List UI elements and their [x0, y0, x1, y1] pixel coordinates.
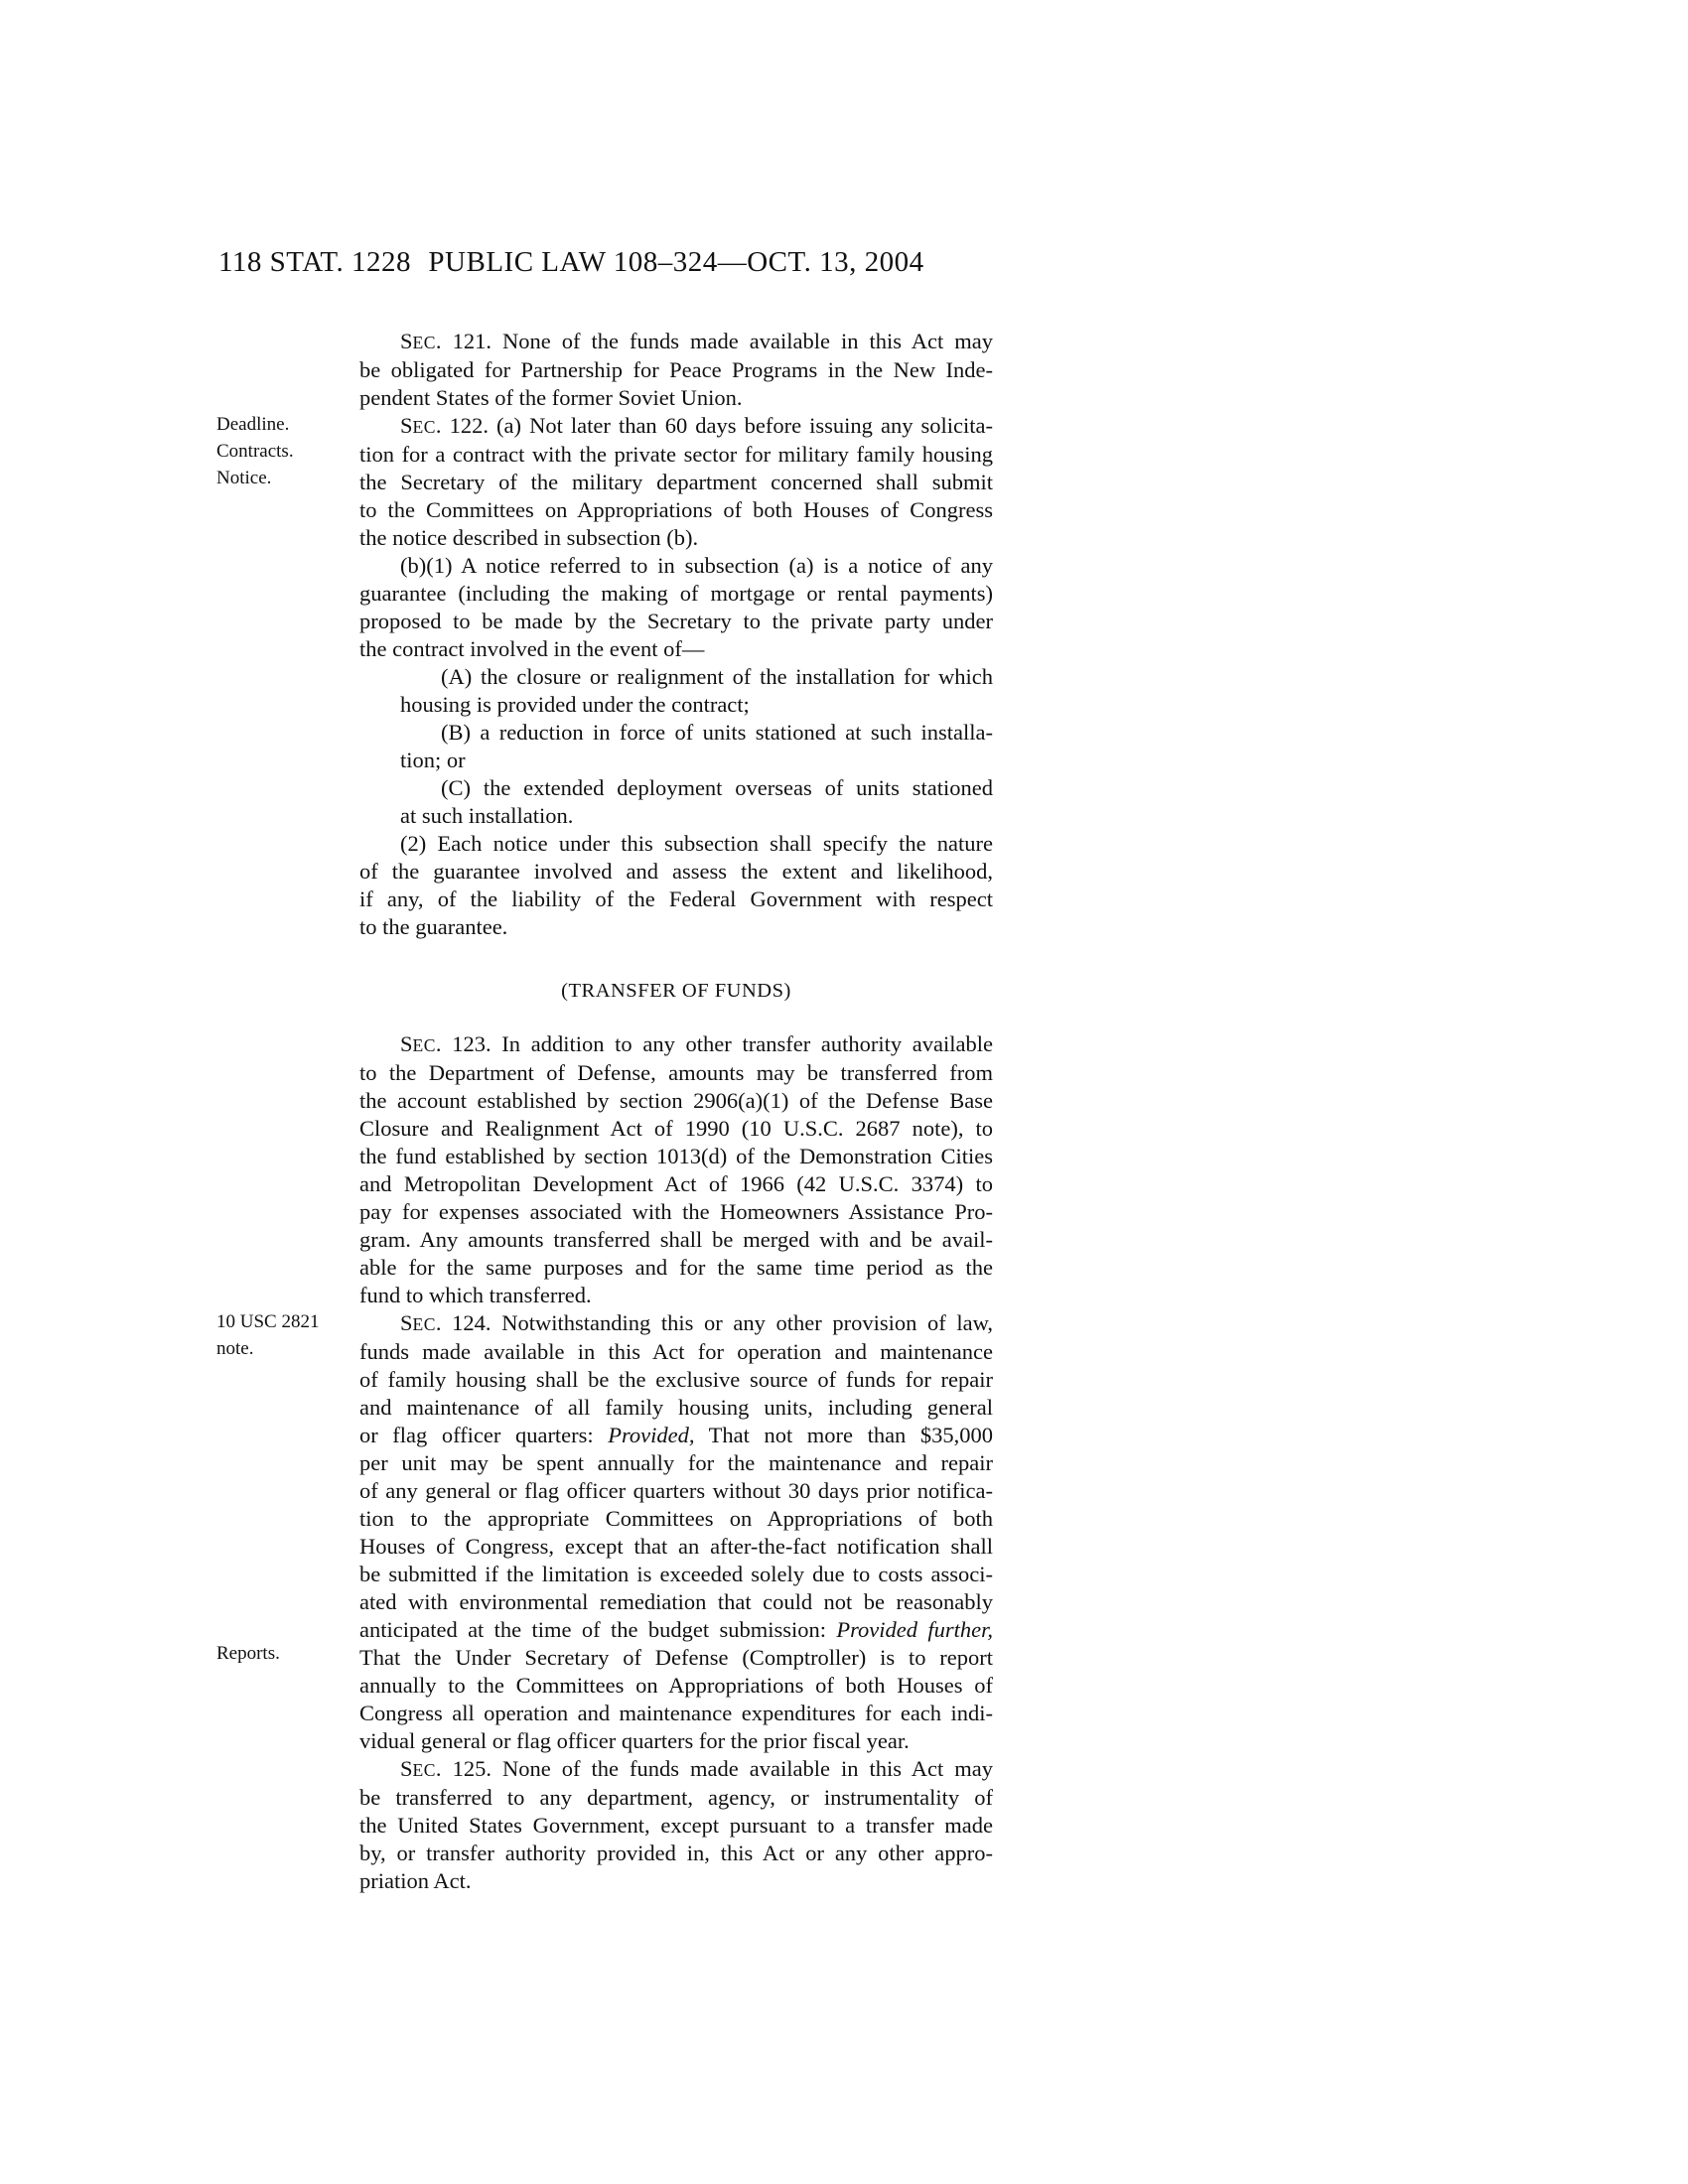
text-line: SEC. 121. None of the funds made available in this Act may — [400, 329, 993, 353]
text-line: Houses of Congress, except that an after-the-fact notification shall — [359, 1534, 993, 1559]
text-line: and maintenance of all family housing units, including general — [359, 1395, 993, 1420]
text-line: of any general or flag officer quarters without 30 days prior notifica- — [359, 1478, 993, 1503]
text-line: able for the same purposes and for the same time period as the — [359, 1255, 993, 1280]
text-line: to the Committees on Appropriations of both Houses of Congress — [359, 497, 993, 522]
text-line: and Metropolitan Development Act of 1966 (42 U.S.C. 3374) to — [359, 1171, 993, 1196]
text-line: ated with environmental remediation that could not be reasonably — [359, 1589, 993, 1614]
statute-paragraph — [400, 663, 993, 719]
margin-note — [216, 1640, 355, 1667]
text-line: be submitted if the limitation is exceeded solely due to costs associ- — [359, 1562, 993, 1586]
text-line: priation Act. — [359, 1868, 472, 1893]
text-line: (b)(1) A notice referred to in subsection (a) is a notice of any — [400, 553, 993, 578]
text-line: proposed to be made by the Secretary to the private party under — [359, 609, 993, 633]
text-line: anticipated at the time of the budget submission: Provided further, — [359, 1617, 993, 1642]
statute-paragraph — [359, 1755, 993, 1895]
margin-note-line: Notice. — [216, 468, 272, 488]
text-line: per unit may be spent annually for the maintenance and repair — [359, 1450, 993, 1475]
text-line: annually to the Committees on Appropriations of both Houses of — [359, 1673, 993, 1698]
text-line: That the Under Secretary of Defense (Comptroller) is to report — [359, 1645, 993, 1670]
statute-paragraph — [400, 719, 993, 774]
text-line: gram. Any amounts transferred shall be merged with and be avail- — [359, 1227, 993, 1252]
text-line: if any, of the liability of the Federal Government with respect — [359, 887, 993, 911]
margin-note-line: note. — [216, 1338, 254, 1359]
text-line: to the Department of Defense, amounts may be transferred from — [359, 1060, 993, 1085]
text-line: housing is provided under the contract; — [400, 692, 750, 717]
text-line: be obligated for Partnership for Peace Programs in the New Inde- — [359, 357, 993, 382]
text-line: at such installation. — [400, 803, 574, 828]
text-line: (C) the extended deployment overseas of units stationed — [441, 775, 993, 800]
text-line: pay for expenses associated with the Homeowners Assistance Pro- — [359, 1199, 993, 1224]
text-line: the account established by section 2906(a)(1) of the Defense Base — [359, 1088, 993, 1113]
text-line: SEC. 123. In addition to any other transfer authority available — [400, 1031, 993, 1056]
text-line: vidual general or flag officer quarters for the prior fiscal year. — [359, 1728, 910, 1753]
statute-paragraph — [359, 412, 993, 552]
text-line: Congress all operation and maintenance expenditures for each indi- — [359, 1701, 993, 1725]
text-line: Closure and Realignment Act of 1990 (10 U.S.C. 2687 note), to — [359, 1116, 993, 1141]
text-line: the notice described in subsection (b). — [359, 525, 699, 550]
statute-paragraph — [359, 1030, 993, 1309]
text-line: tion to the appropriate Committees on Appropriations of both — [359, 1506, 993, 1531]
text-line: the fund established by section 1013(d) of the Demonstration Cities — [359, 1144, 993, 1168]
text-line: pendent States of the former Soviet Union. — [359, 385, 743, 410]
text-line: guarantee (including the making of mortgage or rental payments) — [359, 581, 993, 606]
margin-note-line: 10 USC 2821 — [216, 1311, 320, 1332]
margin-note-line: Reports. — [216, 1643, 280, 1664]
text-line: to the guarantee. — [359, 914, 508, 939]
text-line: the Secretary of the military department concerned shall submit — [359, 470, 993, 494]
statute-paragraph — [400, 774, 993, 830]
text-line: SEC. 122. (a) Not later than 60 days before issuing any solicita- — [400, 413, 993, 438]
text-line: tion; or — [400, 748, 466, 772]
statute-paragraph — [359, 328, 993, 412]
text-line: of the guarantee involved and assess the extent and likelihood, — [359, 859, 993, 884]
text-line: by, or transfer authority provided in, this Act or any other appro- — [359, 1841, 993, 1865]
stat-page-number: 118 STAT. 1228 — [218, 246, 411, 278]
text-line: (A) the closure or realignment of the installation for which — [441, 664, 993, 689]
text-line: SEC. 125. None of the funds made available in this Act may — [400, 1756, 993, 1781]
text-line: fund to which transferred. — [359, 1283, 592, 1307]
public-law-header: PUBLIC LAW 108–324—OCT. 13, 2004 — [428, 246, 924, 278]
text-line: SEC. 124. Notwithstanding this or any other provision of law, — [400, 1310, 993, 1335]
margin-note — [216, 1308, 355, 1362]
text-line: be transferred to any department, agency, or instrumentality of — [359, 1785, 993, 1810]
statute-paragraph — [359, 830, 993, 941]
statute-text-column — [359, 328, 993, 1895]
margin-note-line: Contracts. — [216, 441, 294, 462]
text-line: or flag officer quarters: Provided, That not more than $35,000 — [359, 1423, 993, 1447]
text-line: the contract involved in the event of— — [359, 636, 705, 661]
text-line: of family housing shall be the exclusive source of funds for repair — [359, 1367, 993, 1392]
text-line: (2) Each notice under this subsection shall specify the nature — [400, 831, 993, 856]
statute-paragraph — [359, 552, 993, 663]
text-line: the United States Government, except pursuant to a transfer made — [359, 1813, 993, 1838]
statute-paragraph — [359, 1309, 993, 1755]
section-heading-transfer-of-funds: (TRANSFER OF FUNDS) — [561, 980, 791, 1002]
margin-note-line: Deadline. — [216, 414, 290, 435]
text-line: funds made available in this Act for operation and maintenance — [359, 1339, 993, 1364]
margin-note — [216, 411, 355, 491]
text-line: tion for a contract with the private sector for military family housing — [359, 442, 993, 467]
text-line: (B) a reduction in force of units stationed at such installa- — [441, 720, 993, 745]
